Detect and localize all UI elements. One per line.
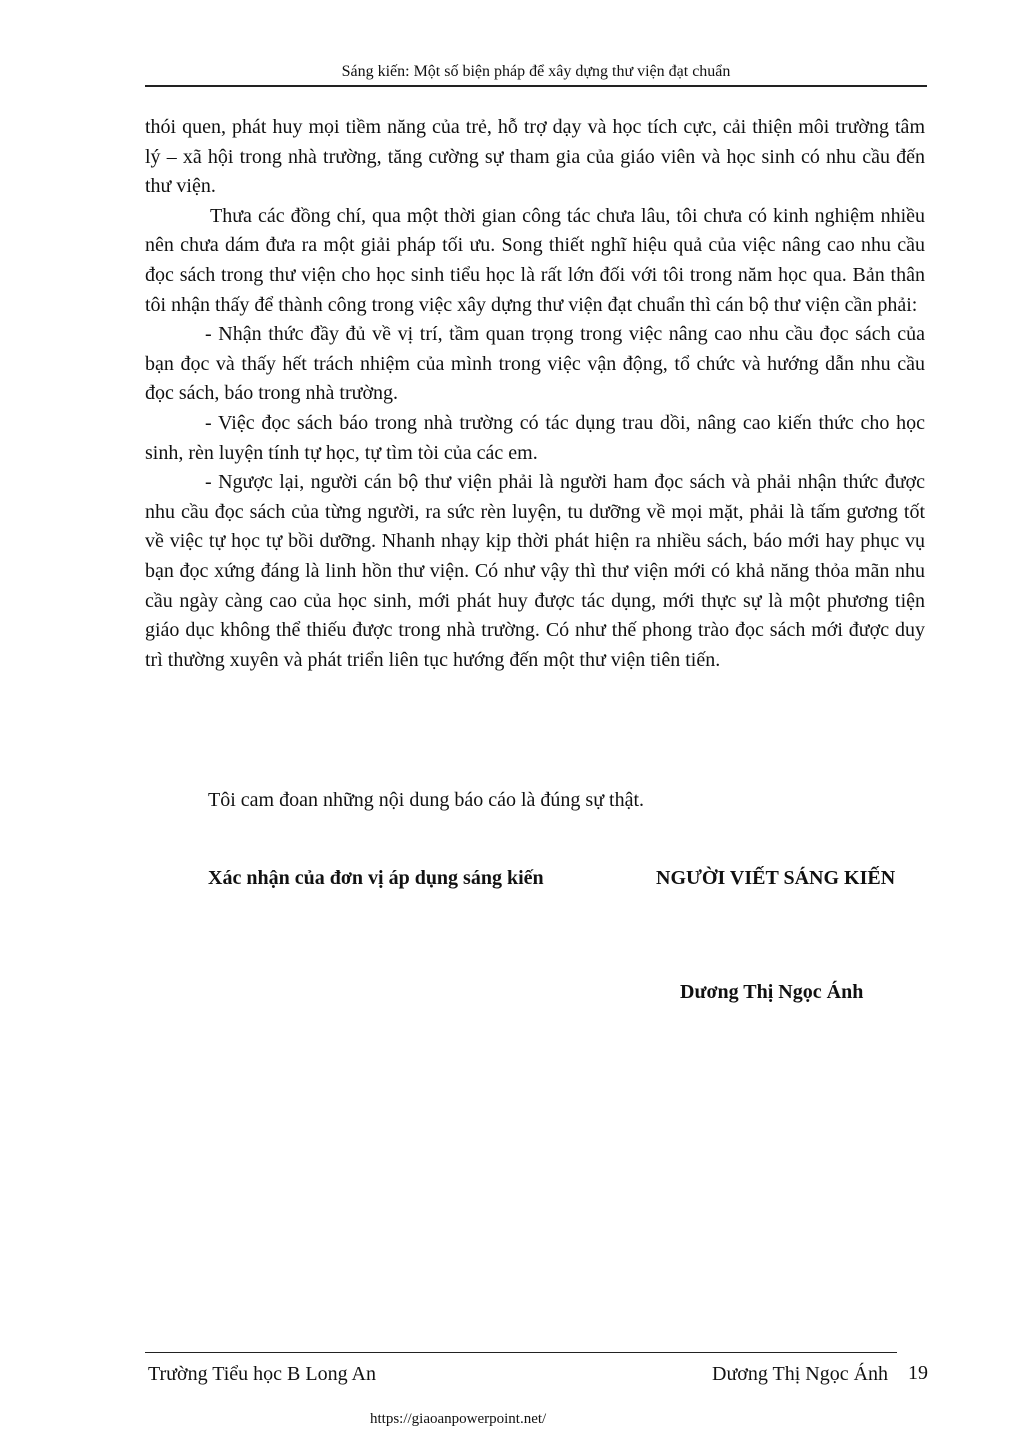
author-title-label: NGƯỜI VIẾT SÁNG KIẾN bbox=[656, 867, 896, 889]
paragraph-intro: Thưa các đồng chí, qua một thời gian công tác chưa lâu, tôi chưa có kinh nghiệm nhiều nên chưa dám đưa ra một giải pháp tối ưu. Song thiết nghĩ hiệu quả của việc nâng cao nhu cầu đọc sách trong thư viện cho học sinh tiểu học là rất lớn đối với tôi trong năm học qua. Bản thân tôi nhận thấy để thành công trong việc xây dựng thư viện đạt chuẩn thì cán bộ thư viện cần phải: bbox=[145, 204, 925, 316]
footer-author: Dương Thị Ngọc Ánh bbox=[712, 1363, 889, 1385]
paragraph-bullet-2: - Việc đọc sách báo trong nhà trường có tác dụng trau dồi, nâng cao kiến thức cho học sinh, rèn luyện tính tự học, tự tìm tòi của các em. bbox=[145, 411, 925, 464]
paragraph-continuation: thói quen, phát huy mọi tiềm năng của trẻ, hỗ trợ dạy và học tích cực, cải thiện môi trường tâm lý – xã hội trong nhà trường, tăng cường sự tham gia của giáo viên và học sinh có nhu cầu đến thư viện. bbox=[145, 116, 925, 198]
source-url-link[interactable]: https://giaoanpowerpoint.net/ bbox=[370, 1411, 547, 1427]
paragraph-bullet-1: - Nhận thức đầy đủ về vị trí, tầm quan trọng trong việc nâng cao nhu cầu đọc sách của bạn đọc và thấy hết trách nhiệm của mình trong việc vận động, tổ chức và hướng dẫn nhu cầu đọc sách, báo trong nhà trường. bbox=[145, 323, 925, 405]
author-signature-name: Dương Thị Ngọc Ánh bbox=[680, 981, 864, 1003]
footer-divider bbox=[145, 1352, 897, 1353]
unit-confirmation-label: Xác nhận của đơn vị áp dụng sáng kiến bbox=[208, 867, 544, 889]
page-header-title: Sáng kiến: Một số biện pháp để xây dựng thư viện đạt chuẩn bbox=[341, 63, 731, 80]
pledge-statement: Tôi cam đoan những nội dung báo cáo là đúng sự thật. bbox=[208, 789, 645, 811]
footer-school: Trường Tiểu học B Long An bbox=[148, 1363, 376, 1385]
page-number: 19 bbox=[908, 1362, 928, 1384]
body-text bbox=[145, 113, 925, 675]
paragraph-bullet-3: - Ngược lại, người cán bộ thư viện phải là người ham đọc sách và phải nhận thức được nhu cầu đọc sách của từng người, ra sức rèn luyện, tu dưỡng về mọi mặt, phải là tấm gương tốt về việc tự học tự bồi dưỡng. Nhanh nhạy kịp thời phát hiện ra nhiều sách, báo mới hay phục vụ bạn đọc xứng đáng là linh hồn thư viện. Có như vậy thì thư viện mới có khả năng thỏa mãn nhu cầu ngày càng cao của học sinh, mới phát huy được tác dụng, mới thực sự là một phương tiện giáo dục không thể thiếu được trong nhà trường. Có như thế phong trào đọc sách mới được duy trì thường xuyên và phát triển liên tục hướng đến một thư viện tiên tiến. bbox=[145, 471, 925, 671]
header-divider bbox=[145, 85, 927, 87]
